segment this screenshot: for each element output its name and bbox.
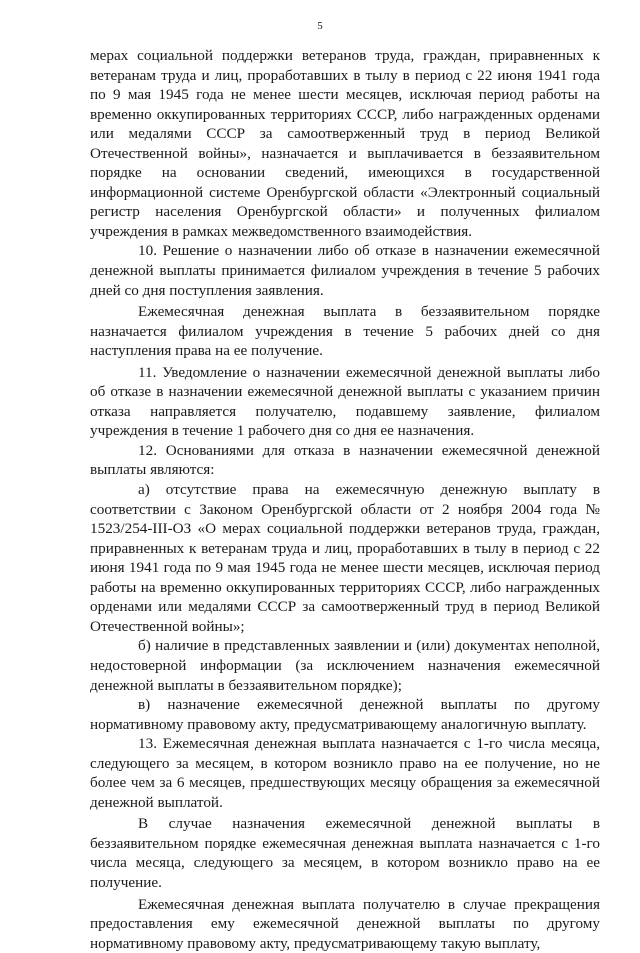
document-body [90, 46, 600, 953]
paragraph-item-11: 11. Уведомление о назначении ежемесячной денежной выплаты либо об отказе в назначении ежемесячной денежной выплаты с указанием причин отказа направляется получателю, подавшему заявление, филиалом учреждения в течение 1 рабочего дня со дня ее назначения. [90, 363, 600, 440]
paragraph-item-13-beznayavitelny: В случае назначения ежемесячной денежной выплаты в беззаявительном порядке ежемесячная денежная выплата назначается с 1-го числа месяца, следующего за месяцем, в котором возникло право на ее получение. [90, 815, 600, 891]
paragraph-item-13-prekrashchenie: Ежемесячная денежная выплата получателю в случае прекращения предоставления ему ежемесячной денежной выплаты по другому нормативному правовому акту, предусматривающему такую выплату, [90, 895, 600, 952]
paragraph-item-10: 10. Решение о назначении либо об отказе в назначении ежемесячной денежной выплаты принимается филиалом учреждения в течение 5 рабочих дней со дня поступления заявления. [90, 242, 600, 299]
paragraph-item-12-v: в) назначение ежемесячной денежной выплаты по другому нормативному правовому акту, предусматривающему аналогичную выплату. [90, 696, 600, 733]
paragraph-item-13: 13. Ежемесячная денежная выплата назначается с 1-го числа месяца, следующего за месяцем, в котором возникло право на ее получение, но не более чем за 6 месяцев, предшествующих месяцу обращения за ежемесячной денежной выплатой. [90, 735, 600, 811]
paragraph-item-12: 12. Основаниями для отказа в назначении ежемесячной денежной выплаты являются: [90, 441, 600, 479]
paragraph-item-12-b: б) наличие в представленных заявлении и (или) документах неполной, недостоверной информации (за исключением назначения ежемесячной денежной выплаты в беззаявительном порядке); [90, 637, 600, 694]
paragraph-item-10-beznayavitelny: Ежемесячная денежная выплата в беззаявительном порядке назначается филиалом учреждения в течение 5 рабочих дней со дня наступления права на ее получение. [90, 303, 600, 360]
page-number: 5 [317, 20, 323, 32]
paragraph-continuation: мерах социальной поддержки ветеранов труда, граждан, приравненных к ветеранам труда и лиц, проработавших в тылу в период с 22 июня 1941 года по 9 мая 1945 года не менее шести месяцев, исключая период работы на временно оккупированных территориях СССР, либо награжденных орденами или медалями СССР за самоотверженный труд в период Великой Отечественной войны», назначается и выплачивается в беззаявительном порядке на основании сведений, имеющихся в государственной информационной системе Оренбургской области «Электронный социальный регистр населения Оренбургской области» и полученных филиалом учреждения в рамках межведомственного взаимодействия. [90, 47, 600, 240]
paragraph-item-12-a: а) отсутствие права на ежемесячную денежную выплату в соответствии с Законом Оренбургской области от 2 ноября 2004 года № 1523/254-III-ОЗ «О мерах социальной поддержки ветеранов труда, граждан, приравненных к ветеранам труда и лиц, проработавших в тылу в период с 22 июня 1941 года по 9 мая 1945 года не менее шести месяцев, исключая период работы на временно оккупированных территориях СССР, либо награжденных орденами или медалями СССР за самоотверженный труд в период Великой Отечественной войны»; [90, 481, 600, 635]
